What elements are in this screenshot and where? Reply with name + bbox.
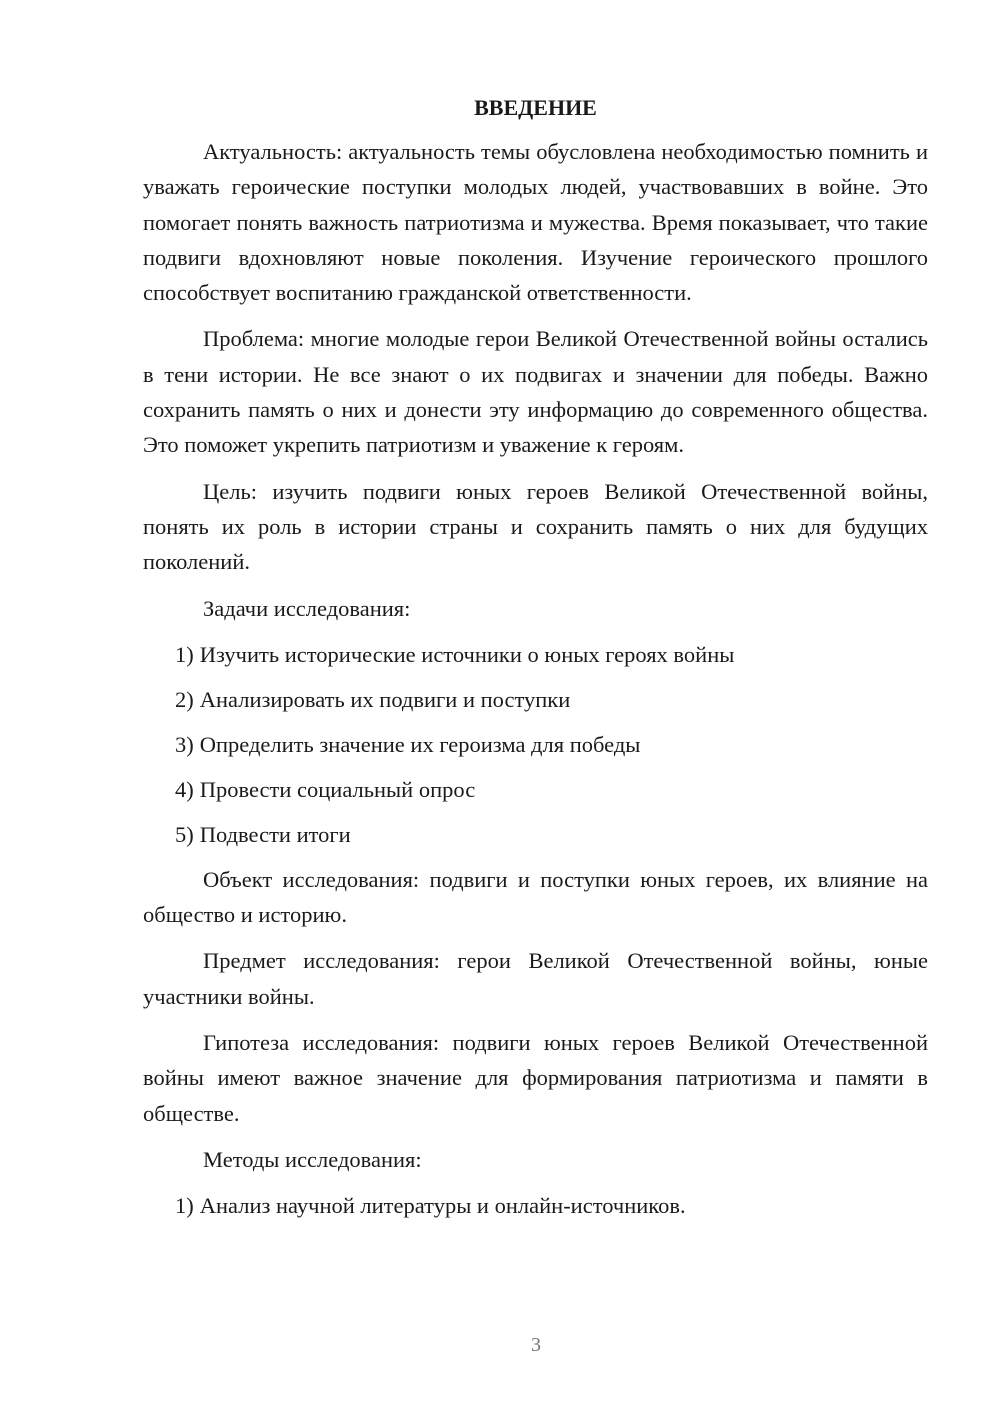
methods-list (143, 1188, 928, 1223)
list-item-number: 3) (175, 731, 194, 757)
list-item-text: Анализировать их подвиги и поступки (199, 686, 571, 712)
list-item-number: 4) (175, 776, 194, 802)
list-item (143, 637, 928, 672)
list-item-text: Определить значение их героизма для победы (199, 731, 641, 757)
list-item-number: 2) (175, 686, 194, 712)
list-item-number: 1) (175, 1193, 194, 1219)
relevance-paragraph: Актуальность: актуальность темы обусловлена необходимостью помнить и уважать героические поступки молодых людей, участвовавших в войне. Это помогает понять важность патриотизма и мужества. Время показывает, что такие подвиги вдохновляют новые поколения. Изучение героического прошлого способствует воспитанию гражданской ответственности. (143, 139, 928, 306)
problem-paragraph: Проблема: многие молодые герои Великой Отечественной войны остались в тени истории. Не все знают о их подвигах и значении для победы. Важно сохранить память о них и донести эту информацию до современного общества. Это поможет укрепить патриотизм и уважение к героям. (143, 326, 928, 458)
list-item (143, 1188, 928, 1223)
tasks-heading: Задачи исследования: (203, 595, 411, 621)
page-number: 3 (531, 1334, 541, 1356)
object-paragraph: Объект исследования: подвиги и поступки юных героев, их влияние на общество и историю. (143, 866, 928, 928)
page-title: ВВЕДЕНИЕ (474, 95, 597, 120)
list-item-number: 1) (175, 641, 194, 667)
document-page (143, 92, 928, 1233)
list-item-text: Анализ научной литературы и онлайн-источников. (199, 1193, 686, 1219)
list-item-text: Провести социальный опрос (199, 776, 476, 802)
hypothesis-paragraph: Гипотеза исследования: подвиги юных героев Великой Отечественной войны имеют важное значение для формирования патриотизма и памяти в обществе. (143, 1030, 928, 1126)
list-item-number: 5) (175, 821, 194, 847)
methods-heading: Методы исследования: (203, 1146, 422, 1172)
list-item-text: Подвести итоги (199, 821, 351, 847)
list-item (143, 727, 928, 762)
list-item (143, 772, 928, 807)
tasks-list (143, 637, 928, 852)
goal-paragraph: Цель: изучить подвиги юных героев Великой Отечественной войны, понять их роль в истории страны и сохранить память о них для будущих поколений. (143, 478, 928, 575)
list-item-text: Изучить исторические источники о юных героях войны (199, 641, 735, 667)
list-item (143, 682, 928, 717)
list-item (143, 817, 928, 852)
subject-paragraph: Предмет исследования: герои Великой Отечественной войны, юные участники войны. (143, 948, 928, 1009)
